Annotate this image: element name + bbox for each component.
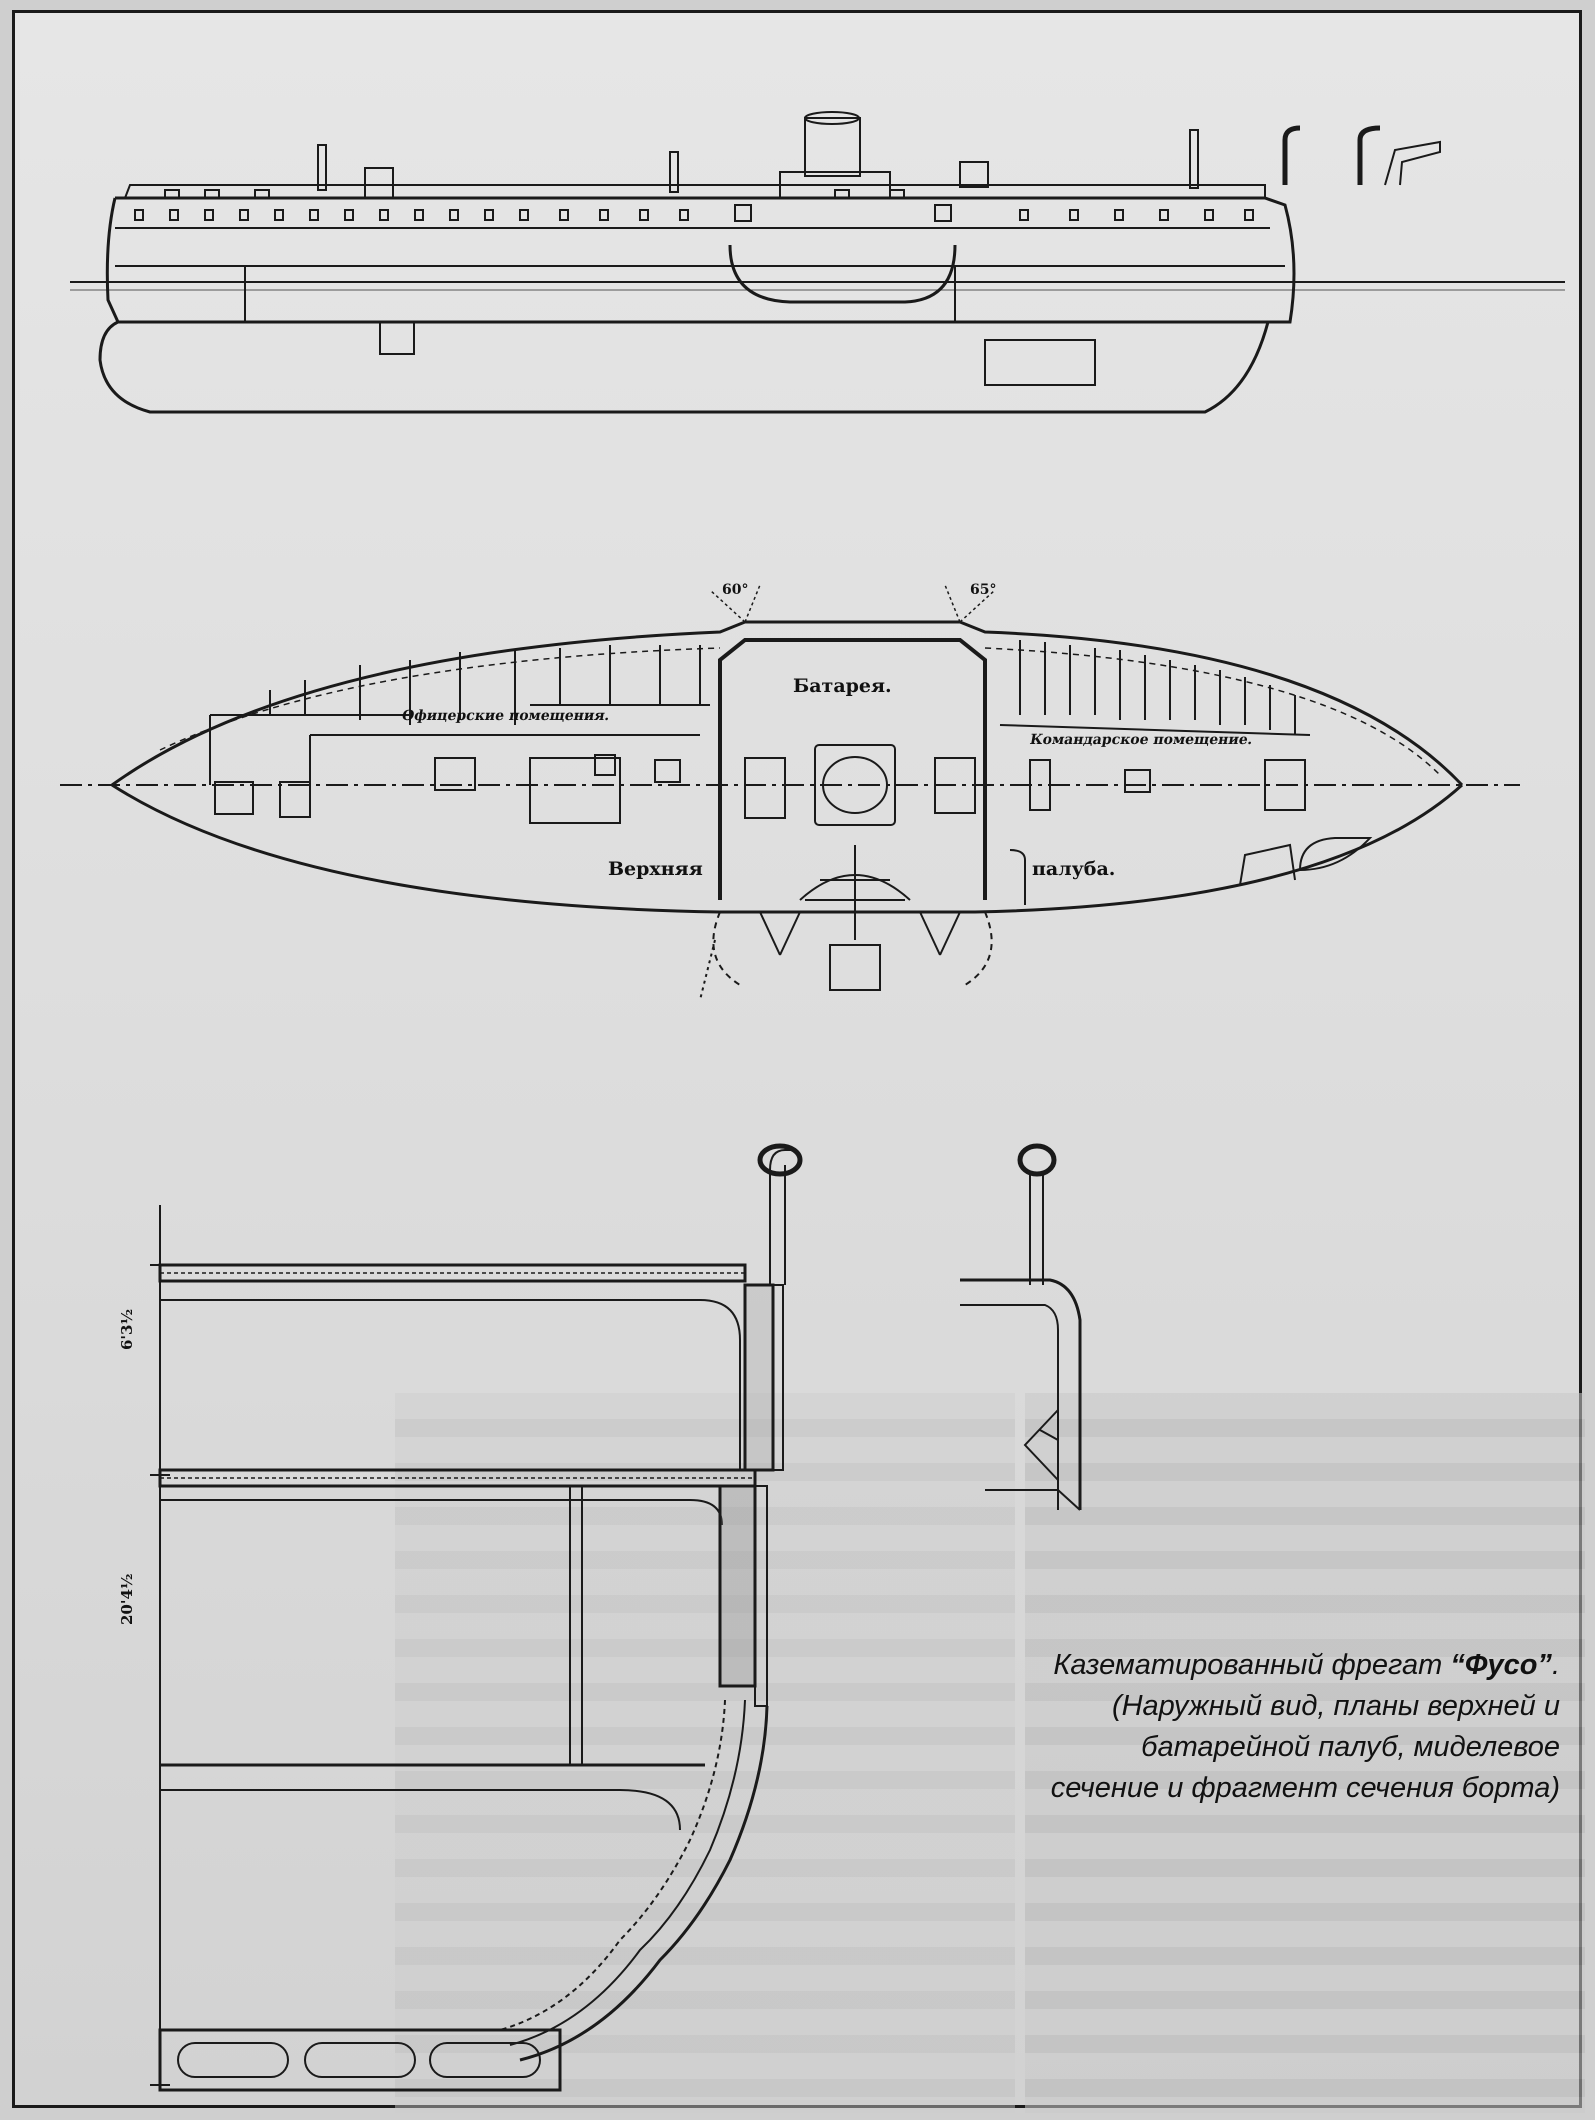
mast-stump-3 xyxy=(1190,130,1198,188)
label-upper: Верхняя xyxy=(608,858,703,880)
side-armor-lower xyxy=(720,1486,755,1686)
upper-knee xyxy=(160,1300,740,1470)
fragment-diag xyxy=(1058,1490,1080,1510)
skylight xyxy=(960,162,988,187)
midship-section xyxy=(150,1146,800,2090)
underwater-hull xyxy=(100,322,1268,412)
caption-prefix: Казематированный фрегат xyxy=(1053,1649,1451,1681)
label-crew-quarters: Командарское помещение. xyxy=(1028,732,1255,748)
side-view xyxy=(70,112,1565,412)
caption-suffix: . xyxy=(1551,1649,1560,1681)
fragment-rail xyxy=(1020,1146,1054,1174)
ventilator-1 xyxy=(365,168,393,198)
bottom-cell-2 xyxy=(305,2043,415,2077)
caption-line-4: сечение и фрагмент сечения борта) xyxy=(1050,1772,1560,1804)
davit-arcs xyxy=(700,845,992,1000)
mast-stump-1 xyxy=(318,145,326,190)
inner-line-right xyxy=(985,648,1440,775)
fragment-deck xyxy=(960,1280,1080,1510)
label-battery: Батарея. xyxy=(793,675,892,697)
label-officer-quarters: Офицерские помещения. xyxy=(400,708,612,724)
hatches xyxy=(215,745,1370,905)
label-angle-right: 65° xyxy=(970,582,997,598)
caption-line-3: батарейной палуб, миделевое xyxy=(1141,1731,1560,1763)
label-dimension-top: 6'3½ xyxy=(118,1308,136,1350)
deck-plan xyxy=(60,585,1520,1000)
battery-knee xyxy=(160,1500,722,1525)
portholes xyxy=(135,190,1253,221)
bilge-frame xyxy=(500,1700,725,2030)
lower-knee xyxy=(160,1790,680,1830)
upper-bulwark xyxy=(125,185,1265,198)
cabins-right xyxy=(1000,640,1310,735)
deck-outline-bottom xyxy=(112,785,1462,912)
side-armor-upper xyxy=(745,1285,773,1470)
fragment-inner xyxy=(960,1305,1058,1510)
bilge-outer xyxy=(520,1706,767,2060)
label-angle-left: 60° xyxy=(722,582,749,598)
label-deck: палуба. xyxy=(1032,858,1116,880)
bow-gun xyxy=(1385,142,1440,185)
davit-2 xyxy=(1360,128,1380,185)
bottom-cell-1 xyxy=(178,2043,288,2077)
double-bottom xyxy=(160,2030,560,2090)
caption-line-1 xyxy=(840,1645,1560,1686)
fragment-bracket xyxy=(1025,1410,1058,1480)
funnel xyxy=(805,118,860,176)
stern-line xyxy=(107,198,118,322)
davit-1 xyxy=(1285,128,1300,185)
keel-plate xyxy=(985,340,1095,385)
deck-outline-top xyxy=(112,622,1462,785)
side-fragment xyxy=(960,1146,1080,1510)
hull-upper xyxy=(115,198,1294,322)
casemate-bulge xyxy=(730,245,955,302)
caption-ship-name: “Фусо” xyxy=(1450,1649,1552,1681)
figure-caption xyxy=(840,1645,1560,1809)
bilge-inner xyxy=(510,1700,745,2045)
keel-fitting xyxy=(380,322,414,354)
label-dimension-bottom: 20'4½ xyxy=(118,1573,136,1625)
side-plating-lower xyxy=(755,1486,767,1706)
caption-line-2: (Наружный вид, планы верхней и xyxy=(1111,1690,1560,1722)
